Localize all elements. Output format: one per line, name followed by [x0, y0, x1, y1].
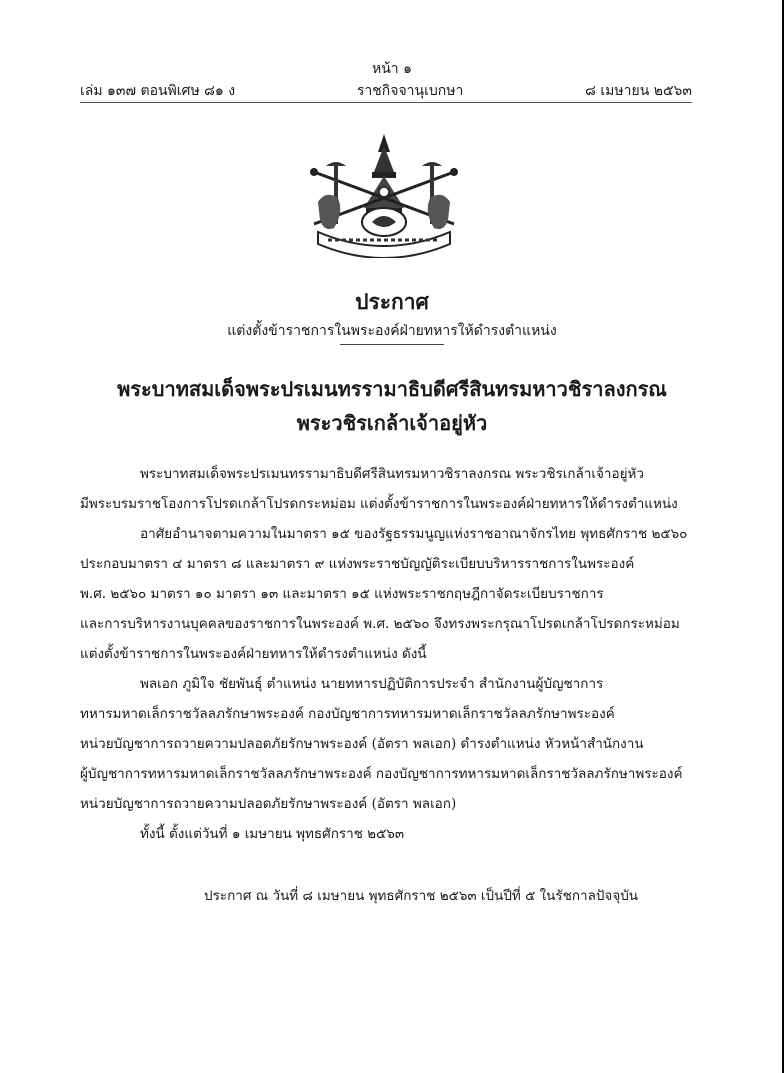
king-name-line: พระวชิรเกล้าเจ้าอยู่หัว — [296, 411, 488, 435]
body-line: ทั้งนี้ ตั้งแต่วันที่ ๑ เมษายน พุทธศักราช ๒๕๖๓ — [140, 826, 405, 842]
body-line: และการบริหารงานบุคคลของราชการในพระองค์ พ.ศ. ๒๕๖๐ จึงทรงพระกรุณาโปรดเกล้าโปรดกระหม่อม — [80, 616, 680, 632]
signoff-line: ประกาศ ณ วันที่ ๘ เมษายน พุทธศักราช ๒๕๖๓ เป็นปีที่ ๕ ในรัชกาลปัจจุบัน — [204, 888, 639, 904]
body-line: พ.ศ. ๒๕๖๐ มาตรา ๑๐ มาตรา ๑๓ และมาตรา ๑๕ แห่งพระราชกฤษฎีกาจัดระเบียบราชการ — [80, 586, 604, 602]
king-name — [0, 372, 784, 440]
body-line: อาศัยอำนาจตามความในมาตรา ๑๕ ของรัฐธรรมนูญแห่งราชอาณาจักรไทย พุทธศักราช ๒๕๖๐ — [140, 526, 688, 542]
royal-garuda-emblem-icon — [304, 132, 464, 258]
body-line: ทหารมหาดเล็กราชวัลลภรักษาพระองค์ กองบัญชาการทหารมหาดเล็กราชวัลลภรักษาพระองค์ — [80, 706, 615, 722]
publication-name: ราชกิจจานุเบกษา — [356, 83, 464, 99]
body-line: หน่วยบัญชาการถวายความปลอดภัยรักษาพระองค์ (อัตรา พลเอก) — [80, 796, 457, 812]
subtitle-rule — [340, 344, 444, 345]
body-line: หน่วยบัญชาการถวายความปลอดภัยรักษาพระองค์ (อัตรา พลเอก) ดำรงตำแหน่ง หัวหน้าสำนักงาน — [80, 736, 644, 752]
gazette-header — [80, 80, 692, 102]
announcement-subtitle: แต่งตั้งข้าราชการในพระองค์ฝ่ายทหารให้ดำรงตำแหน่ง — [227, 323, 557, 339]
body-line: มีพระบรมราชโองการโปรดเกล้าโปรดกระหม่อม แต่งตั้งข้าราชการในพระองค์ฝ่ายทหารให้ดำรงตำแหน่ง — [80, 496, 678, 512]
page-number: หน้า ๑ — [372, 61, 412, 77]
announcement-title: ประกาศ — [355, 289, 429, 314]
body-line: พระบาทสมเด็จพระปรเมนทรรามาธิบดีศรีสินทรมหาวชิราลงกรณ พระวชิรเกล้าเจ้าอยู่หัว — [140, 466, 645, 482]
publication-date: ๘ เมษายน ๒๕๖๓ — [585, 83, 692, 99]
volume-label: เล่ม ๑๓๗ ตอนพิเศษ ๘๑ ง — [80, 83, 236, 99]
king-name-line: พระบาทสมเด็จพระปรเมนทรรามาธิบดีศรีสินทรมหาวชิราลงกรณ — [117, 377, 667, 401]
header-rule — [80, 102, 692, 103]
body-line: ประกอบมาตรา ๔ มาตรา ๘ และมาตรา ๙ แห่งพระราชบัญญัติระเบียบบริหารราชการในพระองค์ — [80, 556, 635, 572]
body-line: ผู้บัญชาการทหารมหาดเล็กราชวัลลภรักษาพระองค์ กองบัญชาการทหารมหาดเล็กราชวัลลภรักษาพระองค์ — [80, 766, 683, 782]
body-line: พลเอก ภูมิใจ ชัยพันธุ์ ตำแหน่ง นายทหารปฏิบัติการประจำ สำนักงานผู้บัญชาการ — [140, 676, 604, 692]
body-line: แต่งตั้งข้าราชการในพระองค์ฝ่ายทหารให้ดำรงตำแหน่ง ดังนี้ — [80, 646, 427, 662]
